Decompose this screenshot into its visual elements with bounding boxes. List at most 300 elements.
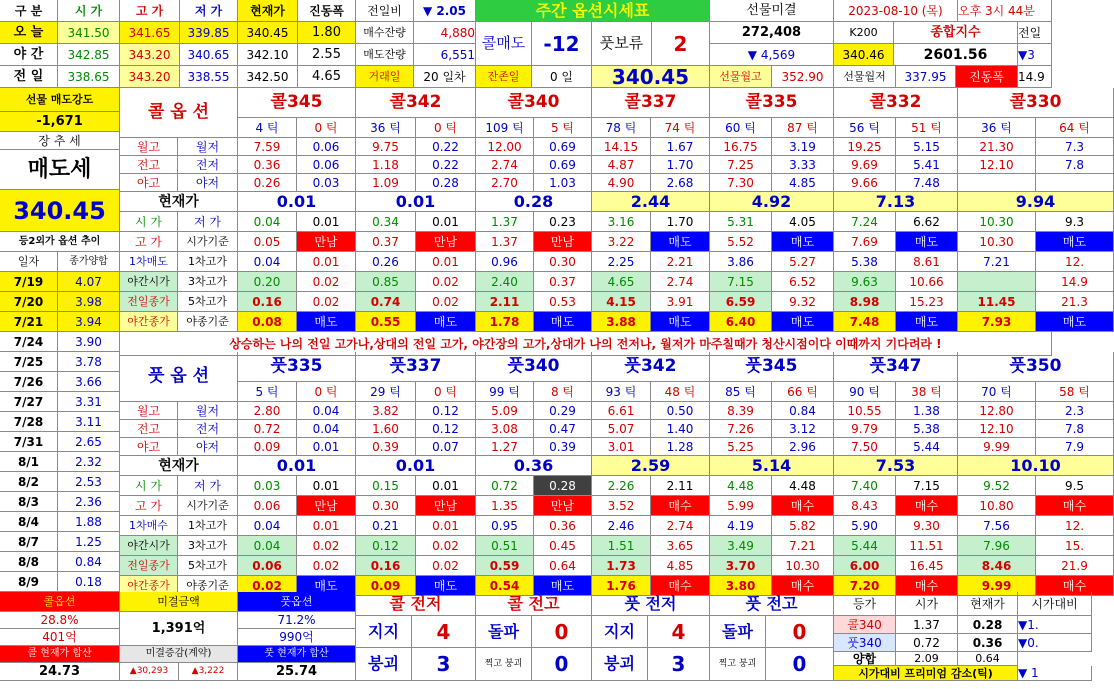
put-amount: 990억 — [238, 629, 356, 646]
month-high: 21.30 — [958, 138, 1036, 156]
tick: 78 틱 — [592, 118, 651, 138]
low-price: 7.15 — [896, 476, 958, 496]
sr-header: 콜 전고 — [476, 592, 592, 616]
high-price: 5.52 — [710, 232, 772, 252]
prev-high: 2.74 — [476, 156, 534, 174]
low-price: 9.3 — [1036, 212, 1114, 232]
high-price: 0.05 — [238, 232, 297, 252]
side-price: 340.45 — [0, 190, 120, 232]
header-range: 4.65 — [298, 66, 356, 88]
trend-date: 8/7 — [0, 532, 58, 552]
date-text: 2023-08-10 (목) — [834, 0, 958, 22]
level5-value: 3.91 — [651, 292, 710, 312]
prev-close-value: 4.15 — [592, 292, 651, 312]
strike-name: 풋345 — [710, 352, 834, 382]
prev-high: 4.87 — [592, 156, 651, 174]
level3-value: 7.21 — [772, 536, 834, 556]
strike-name: 풋340 — [476, 352, 592, 382]
level2-value: 0.20 — [238, 272, 297, 292]
prev-low: 0.47 — [534, 420, 592, 438]
trend-total: 2.65 — [58, 432, 120, 452]
low-price: 0.01 — [416, 476, 476, 496]
put-hold-value: 2 — [652, 22, 710, 66]
sum-cur: 0.64 — [958, 652, 1018, 666]
signal-badge: 매도 — [896, 232, 958, 252]
night-close-value: 6.40 — [710, 312, 772, 332]
month-high: 19.25 — [834, 138, 896, 156]
signal-badge: 매수 — [651, 496, 710, 516]
level2-value: 0.85 — [356, 272, 416, 292]
trend-date: 7/27 — [0, 392, 58, 412]
put-title: 풋 옵 션 — [120, 352, 238, 402]
trend-date: 8/2 — [0, 472, 58, 492]
level2-value: 1.51 — [592, 536, 651, 556]
current-price: 7.13 — [834, 192, 958, 212]
night-signal-badge: 매도 — [297, 576, 356, 596]
level5-value: 21.3 — [1036, 292, 1114, 312]
prev-close-value: 2.11 — [476, 292, 534, 312]
prev-close-value: 0.16 — [238, 292, 297, 312]
level1-value: 2.46 — [592, 516, 651, 536]
row-label: 야 간 — [0, 44, 58, 66]
sr-label: 붕괴 — [356, 648, 412, 681]
current-price: 0.01 — [356, 192, 476, 212]
open-price: 0.15 — [356, 476, 416, 496]
trend-date: 7/19 — [0, 272, 58, 292]
level5-label: 5차고가 — [178, 556, 238, 576]
high-price: 3.52 — [592, 496, 651, 516]
sr-count: 3 — [648, 648, 710, 681]
sum-label: 양합 — [834, 652, 896, 666]
signal-badge: 만남 — [416, 496, 476, 516]
col-date: 일자 — [0, 252, 58, 272]
k200-value: 340.46 — [834, 44, 894, 66]
signal-badge: 매수 — [772, 496, 834, 516]
header-label: 현재가 — [238, 0, 298, 22]
night-signal-badge: 매도 — [416, 312, 476, 332]
trend-date: 7/31 — [0, 432, 58, 452]
tick: 4 틱 — [238, 118, 297, 138]
open-label: 시 가 — [120, 476, 178, 496]
prev-low: 1.70 — [651, 156, 710, 174]
sr-label: 돌파 — [710, 616, 766, 648]
low-price: 9.5 — [1036, 476, 1114, 496]
tick: 51 틱 — [896, 118, 958, 138]
trend-total: 3.78 — [58, 352, 120, 372]
open-price: 1.37 — [476, 212, 534, 232]
night-low: 0.39 — [534, 438, 592, 456]
header-cur: 342.10 — [238, 44, 298, 66]
level3-value: 15. — [1036, 536, 1114, 556]
header-label: 진동폭 — [298, 0, 356, 22]
level5-value: 10.30 — [772, 556, 834, 576]
high-label: 고 가 — [120, 496, 178, 516]
fut-oi-change: ▼ 4,569 — [710, 44, 834, 66]
night-low — [1036, 174, 1114, 192]
bid-value: 4,880 — [414, 22, 476, 44]
level1-high-value: 12. — [1036, 516, 1114, 536]
low-price: 2.11 — [651, 476, 710, 496]
tick: 70 틱 — [958, 382, 1036, 402]
low-price: 1.70 — [651, 212, 710, 232]
fut-oi: 272,408 — [710, 22, 834, 44]
prev-close-value: 11.45 — [958, 292, 1036, 312]
night-close-value: 7.48 — [834, 312, 896, 332]
level3-label: 3차고가 — [178, 272, 238, 292]
prev-close-value: 0.16 — [356, 556, 416, 576]
row-label: 전저 — [178, 420, 238, 438]
tick: 36 틱 — [958, 118, 1036, 138]
fut-month-high: 352.90 — [772, 66, 834, 88]
prev-high: 1.60 — [356, 420, 416, 438]
level5-value: 15.23 — [896, 292, 958, 312]
level1-value: 0.26 — [356, 252, 416, 272]
current-price: 2.59 — [592, 456, 710, 476]
level1-high-label: 1차고가 — [178, 516, 238, 536]
row-label: 전고 — [120, 420, 178, 438]
month-low: 0.69 — [534, 138, 592, 156]
open-price: 2.26 — [592, 476, 651, 496]
strength-value: -1,671 — [0, 112, 120, 132]
trend-date: 7/24 — [0, 332, 58, 352]
prev-low: 0.69 — [534, 156, 592, 174]
trend-total: 1.88 — [58, 512, 120, 532]
level3-value: 0.02 — [416, 272, 476, 292]
prev-close-value: 3.70 — [710, 556, 772, 576]
month-high: 9.75 — [356, 138, 416, 156]
header-range: 2.55 — [298, 44, 356, 66]
level1-value: 7.56 — [958, 516, 1036, 536]
call-sell-label: 콜매도 — [476, 22, 532, 66]
prev-low: 3.12 — [772, 420, 834, 438]
eq-header: 시가대비 — [1018, 592, 1092, 616]
put-sum-label: 풋 현재가 합산 — [238, 646, 356, 663]
header-open: 341.50 — [58, 22, 120, 44]
level3-value: 6.52 — [772, 272, 834, 292]
range-value: 14.9 — [1018, 66, 1052, 88]
header-cur: 342.50 — [238, 66, 298, 88]
night-high: 3.01 — [592, 438, 651, 456]
header-high: 343.20 — [120, 66, 180, 88]
night-low: 0.28 — [416, 174, 476, 192]
tick: 64 틱 — [1036, 118, 1114, 138]
night-base-label: 야종기준 — [178, 576, 238, 596]
night-low: 1.28 — [651, 438, 710, 456]
night-signal-badge: 매도 — [896, 312, 958, 332]
night-high: 9.66 — [834, 174, 896, 192]
night-base-label: 야종기준 — [178, 312, 238, 332]
prev-close-value: 0.59 — [476, 556, 534, 576]
row-label: 오 늘 — [0, 22, 58, 44]
night-close-value: 7.20 — [834, 576, 896, 596]
level1-high-value: 5.27 — [772, 252, 834, 272]
header-open: 338.65 — [58, 66, 120, 88]
current-price: 2.44 — [592, 192, 710, 212]
signal-badge: 매도 — [651, 232, 710, 252]
prev-close-value: 0.74 — [356, 292, 416, 312]
k200-label: K200 — [834, 22, 894, 44]
sr-label: 찍고 붕괴 — [710, 648, 766, 681]
month-low: 0.29 — [534, 402, 592, 420]
level2-value: 3.49 — [710, 536, 772, 556]
sum-open: 2.09 — [896, 652, 958, 666]
header-open: 342.85 — [58, 44, 120, 66]
trend-value: 매도세 — [0, 150, 120, 190]
call-label: 콜옵션 — [0, 592, 120, 612]
prev-high: 0.72 — [238, 420, 297, 438]
header-label: 시 가 — [58, 0, 120, 22]
level3-value: 10.66 — [896, 272, 958, 292]
prev-close-value: 1.73 — [592, 556, 651, 576]
level1-high-value: 0.01 — [297, 252, 356, 272]
bid-label: 매수잔량 — [356, 22, 414, 44]
prev-high: 0.36 — [238, 156, 297, 174]
tick: 5 틱 — [238, 382, 297, 402]
month-high: 2.80 — [238, 402, 297, 420]
night-close-value: 0.02 — [238, 576, 297, 596]
night-signal-badge: 매수 — [651, 576, 710, 596]
trend-date: 8/1 — [0, 452, 58, 472]
oi-amount: 1,391억 — [120, 612, 238, 646]
night-low: 7.9 — [1036, 438, 1114, 456]
tick: 60 틱 — [710, 118, 772, 138]
night-signal-badge: 매도 — [534, 312, 592, 332]
tick: 29 틱 — [356, 382, 416, 402]
tick: 5 틱 — [534, 118, 592, 138]
prev-change: ▼ 2.05 — [414, 0, 476, 22]
level1-value: 5.38 — [834, 252, 896, 272]
trend-date: 8/4 — [0, 512, 58, 532]
tick: 56 틱 — [834, 118, 896, 138]
high-price: 0.30 — [356, 496, 416, 516]
strike-name: 콜345 — [238, 88, 356, 118]
row-label: 야저 — [178, 174, 238, 192]
trend-date: 8/3 — [0, 492, 58, 512]
open-price: 10.30 — [958, 212, 1036, 232]
tick: 93 틱 — [592, 382, 651, 402]
trend-total: 3.31 — [58, 392, 120, 412]
trend-total: 3.66 — [58, 372, 120, 392]
tick: 85 틱 — [710, 382, 772, 402]
eq-put: 풋340 — [834, 634, 896, 652]
prev-close-value: 8.46 — [958, 556, 1036, 576]
level1-value: 7.21 — [958, 252, 1036, 272]
sr-header: 콜 전저 — [356, 592, 476, 616]
night-high: 0.26 — [238, 174, 297, 192]
prev-label: 전일 — [1018, 22, 1052, 44]
eq-call-diff: ▼1. — [1018, 616, 1092, 634]
trend-date: 8/9 — [0, 572, 58, 592]
low-price: 0.01 — [297, 476, 356, 496]
night-close-value: 0.55 — [356, 312, 416, 332]
night-high — [958, 174, 1036, 192]
trend-date: 7/20 — [0, 292, 58, 312]
night-low: 0.07 — [416, 438, 476, 456]
open-price: 9.52 — [958, 476, 1036, 496]
cur-label: 현재가 — [120, 192, 238, 212]
night-low: 2.96 — [772, 438, 834, 456]
row-label: 전저 — [178, 156, 238, 174]
month-low: 2.3 — [1036, 402, 1114, 420]
strike-name: 풋342 — [592, 352, 710, 382]
night-signal-badge: 매도 — [297, 312, 356, 332]
strike-name: 풋335 — [238, 352, 356, 382]
prev-low: 7.8 — [1036, 420, 1114, 438]
night-signal-badge: 매수 — [772, 576, 834, 596]
put-pct: 71.2% — [238, 612, 356, 629]
level1-value: 0.04 — [238, 252, 297, 272]
tick: 8 틱 — [534, 382, 592, 402]
tick: 66 틱 — [772, 382, 834, 402]
trend-total: 3.94 — [58, 312, 120, 332]
oi-change-label: 미결증감(계약) — [120, 646, 238, 663]
ask-label: 매도잔량 — [356, 44, 414, 66]
strike-name: 콜332 — [834, 88, 958, 118]
tick: 0 틱 — [416, 118, 476, 138]
tick: 74 틱 — [651, 118, 710, 138]
trend-total: 3.90 — [58, 332, 120, 352]
prev-low: 5.41 — [896, 156, 958, 174]
trend-date: 8/8 — [0, 552, 58, 572]
night-low: 2.68 — [651, 174, 710, 192]
night-signal-badge: 매도 — [416, 576, 476, 596]
eq-call-cur: 0.28 — [958, 616, 1018, 634]
oi-label: 미결금액 — [120, 592, 238, 612]
low-price: 0.28 — [534, 476, 592, 496]
sr-count: 0 — [532, 616, 592, 648]
night-high: 0.09 — [238, 438, 297, 456]
level5-value: 16.45 — [896, 556, 958, 576]
signal-badge: 만남 — [534, 232, 592, 252]
row-label: 전고 — [120, 156, 178, 174]
eq-put-open: 0.72 — [896, 634, 958, 652]
high-price: 0.37 — [356, 232, 416, 252]
strike-name: 콜340 — [476, 88, 592, 118]
header-range: 1.80 — [298, 22, 356, 44]
level1-high-value: 9.30 — [896, 516, 958, 536]
prev-low: 0.22 — [416, 156, 476, 174]
prev-high: 7.26 — [710, 420, 772, 438]
open-base-label: 시가기준 — [178, 232, 238, 252]
signal-badge: 매수 — [1036, 496, 1114, 516]
tick: 36 틱 — [356, 118, 416, 138]
level1-high-value: 12. — [1036, 252, 1114, 272]
call-title: 콜 옵 션 — [120, 88, 238, 138]
month-high: 6.61 — [592, 402, 651, 420]
sr-count: 0 — [766, 648, 834, 681]
night-signal-badge: 매도 — [534, 576, 592, 596]
level2-value: 0.51 — [476, 536, 534, 556]
strike-name: 콜342 — [356, 88, 476, 118]
open-price: 4.48 — [710, 476, 772, 496]
level5-label: 5차고가 — [178, 292, 238, 312]
month-high: 10.55 — [834, 402, 896, 420]
night-close-value: 3.80 — [710, 576, 772, 596]
strategy-message: 상승하는 나의 전일 고가나,상대의 전일 고가, 야간장의 고가,상대가 나의 전저나, 월저가 마주칠때가 청산시점이다 이때까지 기다려라 ! — [120, 332, 1052, 356]
level3-value: 0.02 — [297, 272, 356, 292]
fut-month-high-label: 선물월고 — [710, 66, 772, 88]
strike-name: 콜335 — [710, 88, 834, 118]
sr-count: 3 — [412, 648, 476, 681]
signal-badge: 매수 — [896, 496, 958, 516]
night-signal-badge: 매도 — [772, 312, 834, 332]
open-price: 0.04 — [238, 212, 297, 232]
tick: 0 틱 — [297, 118, 356, 138]
level5-value: 0.02 — [297, 556, 356, 576]
high-label: 고 가 — [120, 232, 178, 252]
tick: 90 틱 — [834, 382, 896, 402]
prev-high: 12.10 — [958, 420, 1036, 438]
open-price: 5.31 — [710, 212, 772, 232]
current-price: 0.28 — [476, 192, 592, 212]
night-high: 7.50 — [834, 438, 896, 456]
high-price: 8.43 — [834, 496, 896, 516]
open-price: 7.24 — [834, 212, 896, 232]
night-high: 9.99 — [958, 438, 1036, 456]
signal-badge: 만남 — [297, 232, 356, 252]
night-high: 4.90 — [592, 174, 651, 192]
prev-low: 7.8 — [1036, 156, 1114, 174]
prev-high: 9.79 — [834, 420, 896, 438]
trend-date: 7/28 — [0, 412, 58, 432]
current-price: 0.01 — [356, 456, 476, 476]
header-high: 343.20 — [120, 44, 180, 66]
level1-value: 0.96 — [476, 252, 534, 272]
trend-total: 3.11 — [58, 412, 120, 432]
strike-name: 풋337 — [356, 352, 476, 382]
eq-put-diff: ▼0. — [1018, 634, 1092, 652]
current-price: 7.53 — [834, 456, 958, 476]
level1-value: 0.95 — [476, 516, 534, 536]
level1-high-value: 0.36 — [534, 516, 592, 536]
prev-high: 12.10 — [958, 156, 1036, 174]
trend-total: 4.07 — [58, 272, 120, 292]
level5-value: 0.02 — [416, 556, 476, 576]
tick: 0 틱 — [297, 382, 356, 402]
premium-value: ▼ 1 — [1018, 666, 1092, 681]
sr-label: 돌파 — [476, 616, 532, 648]
row-label: 월저 — [178, 402, 238, 420]
night-close-value: 7.93 — [958, 312, 1036, 332]
prev-low: 0.06 — [297, 156, 356, 174]
month-high: 12.80 — [958, 402, 1036, 420]
tick: 109 틱 — [476, 118, 534, 138]
header-label: 고 가 — [120, 0, 180, 22]
level2-value: 0.04 — [238, 536, 297, 556]
level3-value: 3.65 — [651, 536, 710, 556]
level2-label: 야간시가 — [120, 272, 178, 292]
prev-high: 9.69 — [834, 156, 896, 174]
night-high: 7.30 — [710, 174, 772, 192]
oi-change-1: ▲30,293 — [120, 663, 179, 681]
night-low: 1.03 — [534, 174, 592, 192]
level3-value: 2.74 — [651, 272, 710, 292]
sr-label: 지지 — [592, 616, 648, 648]
low-label: 저 가 — [178, 212, 238, 232]
high-price: 3.22 — [592, 232, 651, 252]
night-close-value: 9.99 — [958, 576, 1036, 596]
trend-total: 0.18 — [58, 572, 120, 592]
low-price: 0.01 — [297, 212, 356, 232]
call-sell-value: -12 — [532, 22, 592, 66]
month-low: 0.12 — [416, 402, 476, 420]
tick: 38 틱 — [896, 382, 958, 402]
level5-value: 0.64 — [534, 556, 592, 576]
ask-value: 6,551 — [414, 44, 476, 66]
month-low: 0.84 — [772, 402, 834, 420]
sr-label: 찍고 붕괴 — [476, 648, 532, 681]
fut-oi-label: 선물미결 — [710, 0, 834, 22]
